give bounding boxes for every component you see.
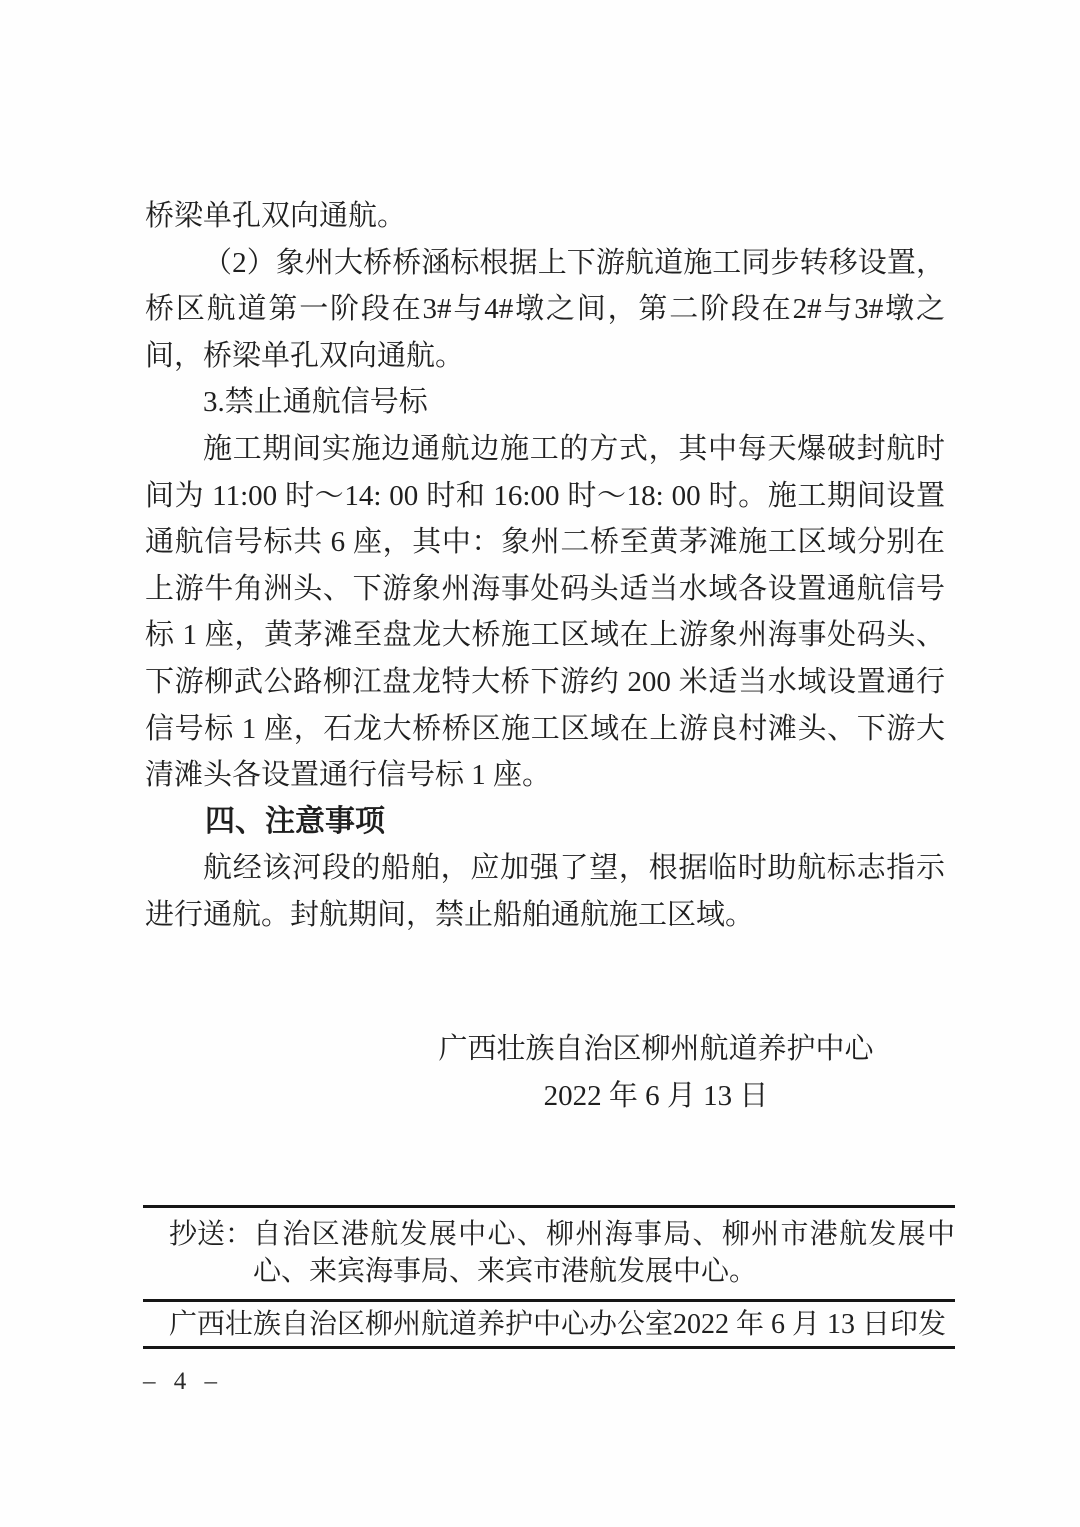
signature-org: 广西壮族自治区柳州航道养护中心 [438, 1033, 874, 1065]
document-body [145, 193, 945, 939]
signature-date: 2022 年 6 月 13 日 [543, 1080, 769, 1112]
cc-label: 抄送： [169, 1219, 254, 1250]
body-paragraph: （2）象州大桥桥涵标根据上下游航道施工同步转移设置，桥区航道第一阶段在3#与4#墩之间，第二阶段在2#与3#墩之间，桥梁单孔双向通航。 [145, 246, 945, 372]
signature-block [437, 1026, 875, 1120]
page-number: – 4 – [143, 1368, 223, 1395]
body-paragraph: 3.禁止通航信号标 [203, 386, 428, 419]
body-paragraph: 航经该河段的船舶，应加强了望，根据临时助航标志指示进行通航。封航期间，禁止船舶通航施工区域。 [145, 852, 945, 931]
issuer-row [169, 1305, 947, 1345]
body-paragraph: 施工期间实施边通航边施工的方式，其中每天爆破封航时间为 11:00 时～14: 00 时和 16:00 时～18: 00 时。施工期间设置通航信号标共 6 座，其中：象州二桥至黄茅滩施工区域分别在上游牛角洲头、下游象州海事处码头适当水域各设置通航信号标 1 座，黄茅滩至盘龙大桥施工区域在上游象州海事处码头、下游柳武公路柳江盘龙特大桥下游约 200 米适当水域设置通行信号标 1 座，石龙大桥桥区施工区域在上游良村滩头、下游大清滩头各设置通行信号标 1 座。 [145, 432, 945, 792]
footer-rule-bottom [143, 1346, 955, 1349]
section-heading: 四、注意事项 [205, 804, 385, 838]
print-date: 2022 年 6 月 13 日印发 [673, 1309, 947, 1340]
issuer-office: 广西壮族自治区柳州航道养护中心办公室 [169, 1309, 674, 1340]
body-paragraph: 桥梁单孔双向通航。 [145, 200, 407, 232]
footer-rule-top [143, 1205, 955, 1208]
cc-row [169, 1216, 955, 1290]
footer-rule-middle [143, 1299, 955, 1302]
cc-recipients: 自治区港航发展中心、柳州海事局、柳州市港航发展中心、来宾海事局、来宾市港航发展中心。 [253, 1219, 955, 1287]
